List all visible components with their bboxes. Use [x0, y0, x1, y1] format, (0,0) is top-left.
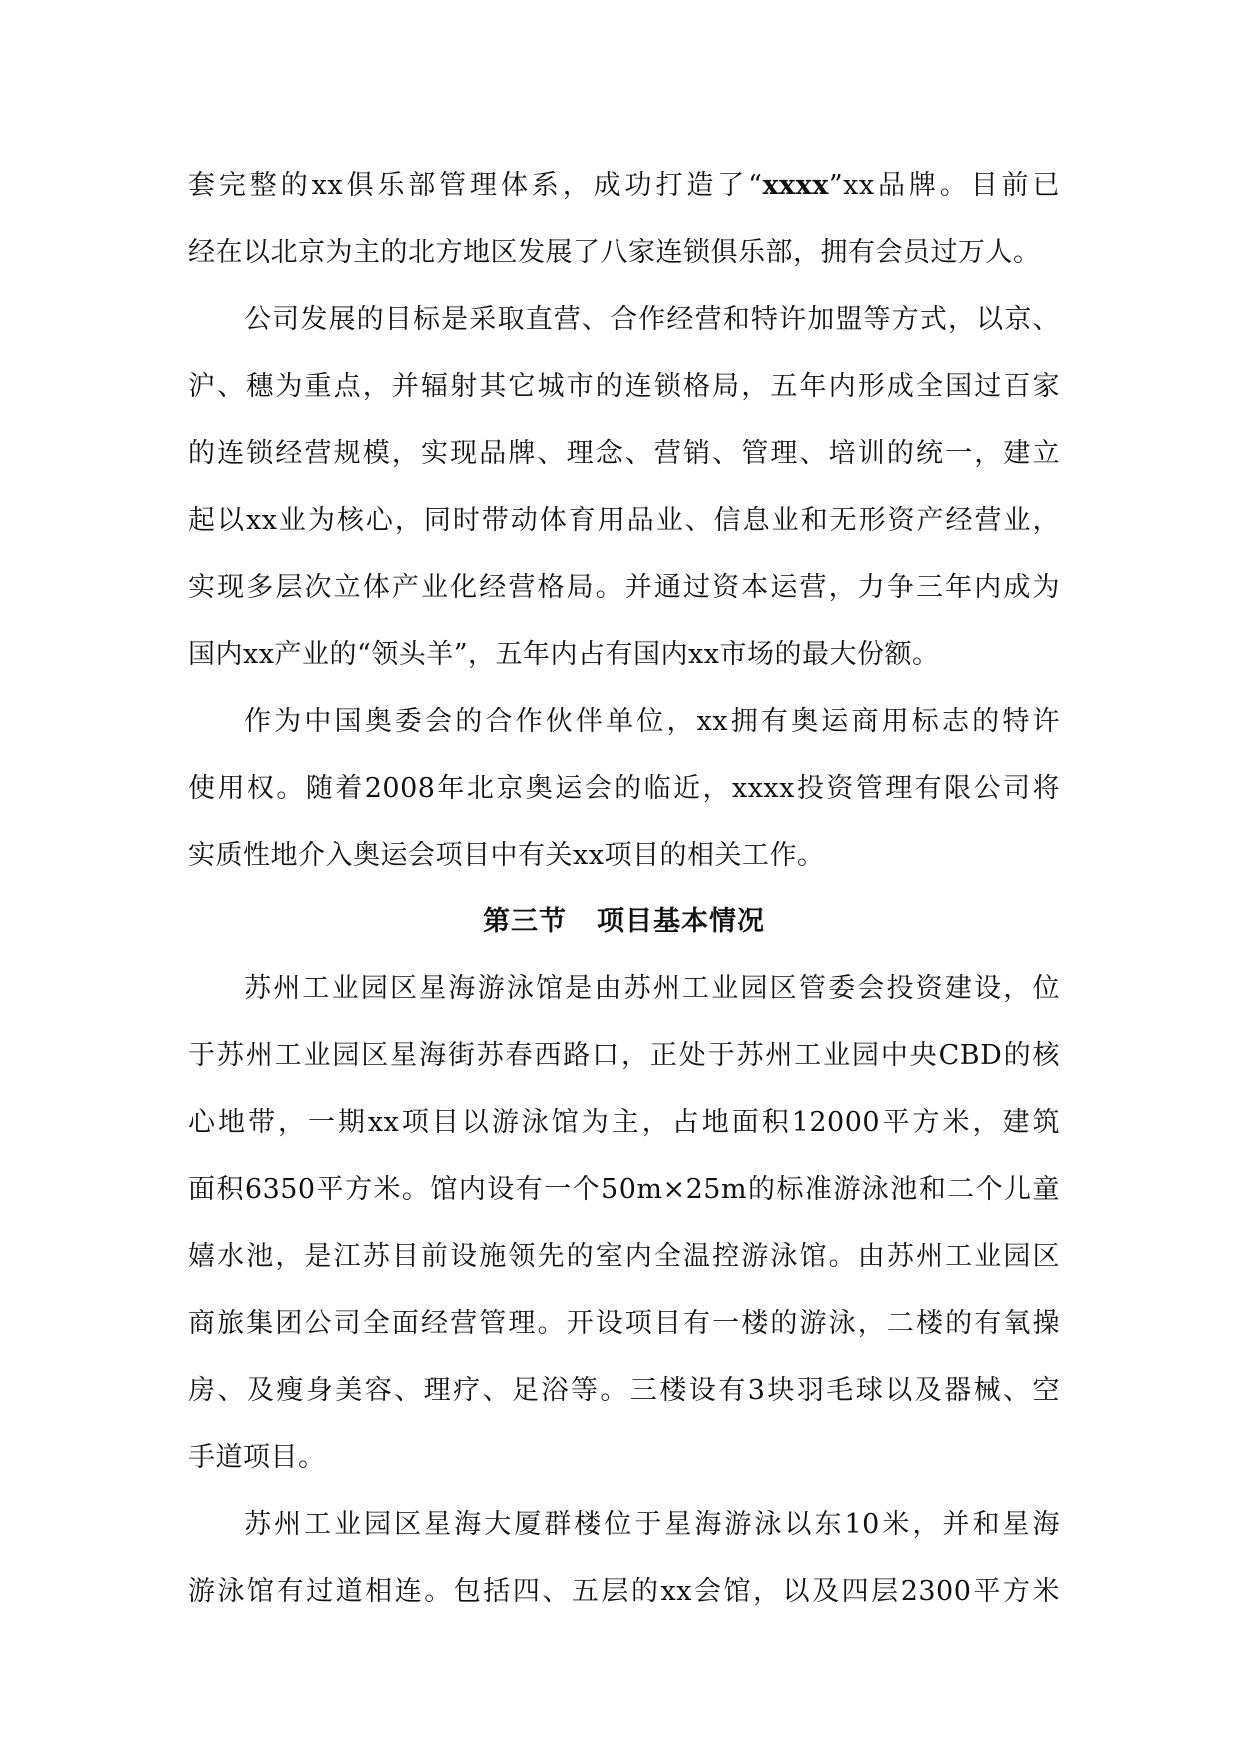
- paragraph-line: 房、及瘦身美容、理疗、足浴等。三楼设有3块羽毛球以及器械、空: [188, 1375, 1060, 1406]
- paragraph-brand: [188, 152, 1060, 286]
- paragraph-line: 苏州工业园区星海游泳馆是由苏州工业园区管委会投资建设，位: [244, 973, 1060, 1004]
- paragraph-line: 套完整的xx俱乐部管理体系，成功打造了“xxxx”xx品牌。目前已: [188, 170, 1060, 201]
- paragraph-line: 面积6350平方米。馆内设有一个50m×25m的标准游泳池和二个儿童: [188, 1174, 1060, 1205]
- document-page: [188, 152, 1060, 1625]
- paragraph-tower: [188, 1491, 1060, 1625]
- paragraph-line: 商旅集团公司全面经营管理。开设项目有一楼的游泳，二楼的有氧操: [188, 1308, 1060, 1339]
- paragraph-line: 实质性地介入奥运会项目中有关xx项目的相关工作。: [188, 840, 825, 871]
- paragraph-line: 经在以北京为主的北方地区发展了八家连锁俱乐部，拥有会员过万人。: [188, 237, 1041, 268]
- paragraph-line: 的连锁经营规模，实现品牌、理念、营销、管理、培训的统一，建立: [188, 438, 1060, 469]
- section-heading: [188, 889, 1060, 955]
- paragraph-line: 国内xx产业的“领头羊”，五年内占有国内xx市场的最大份额。: [188, 639, 940, 670]
- paragraph-olympics: [188, 688, 1060, 889]
- paragraph-line: 于苏州工业园区星海街苏春西路口，正处于苏州工业园中央CBD的核: [188, 1040, 1060, 1071]
- paragraph-swimming-hall: [188, 955, 1060, 1491]
- paragraph-line: 公司发展的目标是采取直营、合作经营和特许加盟等方式，以京、: [244, 304, 1060, 335]
- paragraph-line: 苏州工业园区星海大厦群楼位于星海游泳以东10米，并和星海: [244, 1509, 1060, 1540]
- paragraph-line: 作为中国奥委会的合作伙伴单位，xx拥有奥运商用标志的特许: [244, 706, 1060, 737]
- paragraph-line: 游泳馆有过道相连。包括四、五层的xx会馆，以及四层2300平方米: [188, 1576, 1060, 1607]
- paragraph-goals: [188, 286, 1060, 688]
- paragraph-line: 起以xx业为核心，同时带动体育用品业、信息业和无形资产经营业，: [188, 505, 1060, 536]
- paragraph-line: 手道项目。: [188, 1442, 326, 1473]
- section-title: 项目基本情况: [597, 906, 765, 937]
- paragraph-line: 使用权。随着2008年北京奥运会的临近，xxxx投资管理有限公司将: [188, 773, 1060, 804]
- paragraph-line: 沪、穗为重点，并辐射其它城市的连锁格局，五年内形成全国过百家: [188, 371, 1060, 402]
- paragraph-line: 心地带，一期xx项目以游泳馆为主，占地面积12000平方米，建筑: [188, 1107, 1060, 1138]
- paragraph-line: 实现多层次立体产业化经营格局。并通过资本运营，力争三年内成为: [188, 572, 1060, 603]
- paragraph-line: 嬉水池，是江苏目前设施领先的室内全温控游泳馆。由苏州工业园区: [188, 1241, 1060, 1272]
- section-number: 第三节: [483, 906, 567, 937]
